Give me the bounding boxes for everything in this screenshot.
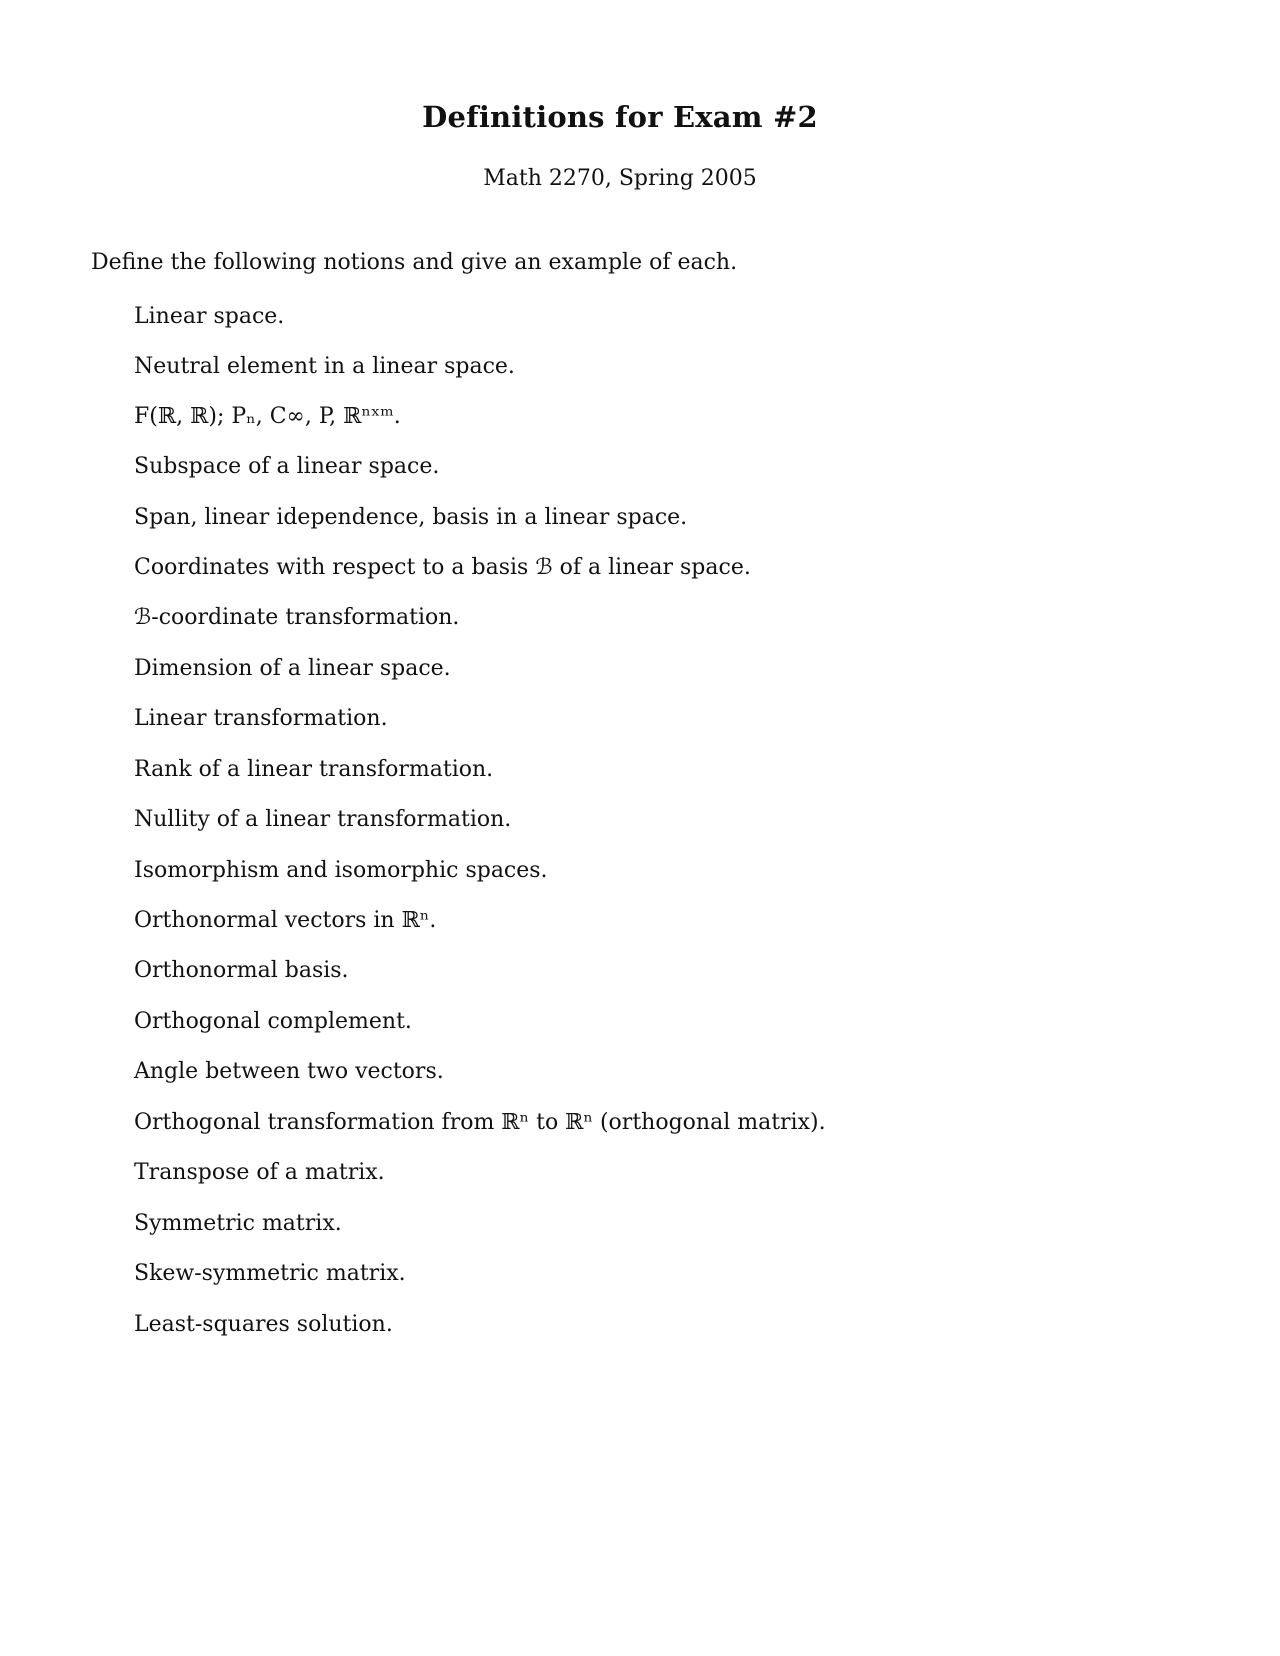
page-title: Definitions for Exam #2 [422, 100, 818, 134]
item-text: Nullity of a linear transformation. [134, 807, 512, 832]
item-text: Symmetric matrix. [134, 1211, 342, 1236]
item-text: ℬ-coordinate transformation. [134, 605, 460, 630]
item-text: Isomorphism and isomorphic spaces. [134, 858, 548, 883]
item-text: Dimension of a linear space. [134, 656, 451, 681]
item-text: Linear space. [134, 304, 285, 329]
item-text: Skew-symmetric matrix. [134, 1261, 406, 1286]
item-text: Orthogonal complement. [134, 1009, 412, 1034]
item-text: Neutral element in a linear space. [134, 354, 515, 379]
item-text: Least-squares solution. [134, 1312, 393, 1337]
item-text: Rank of a linear transformation. [134, 757, 494, 782]
item-text: Orthonormal basis. [134, 958, 349, 983]
item-text: Linear transformation. [134, 706, 388, 731]
page-subtitle: Math 2270, Spring 2005 [483, 166, 757, 191]
item-text: Orthonormal vectors in ℝⁿ. [134, 908, 437, 933]
item-text: Orthogonal transformation from ℝⁿ to ℝⁿ (orthogonal matrix). [134, 1110, 826, 1135]
item-text: Transpose of a matrix. [134, 1160, 385, 1185]
item-text: Angle between two vectors. [134, 1059, 444, 1084]
item-text: Subspace of a linear space. [134, 454, 440, 479]
item-text: Span, linear idependence, basis in a linear space. [134, 505, 688, 530]
item-text: F(ℝ, ℝ); Pₙ, C∞, P, ℝⁿˣᵐ. [134, 404, 401, 429]
intro-text: Define the following notions and give an example of each. [91, 250, 738, 275]
item-text: Coordinates with respect to a basis ℬ of a linear space. [134, 555, 751, 580]
